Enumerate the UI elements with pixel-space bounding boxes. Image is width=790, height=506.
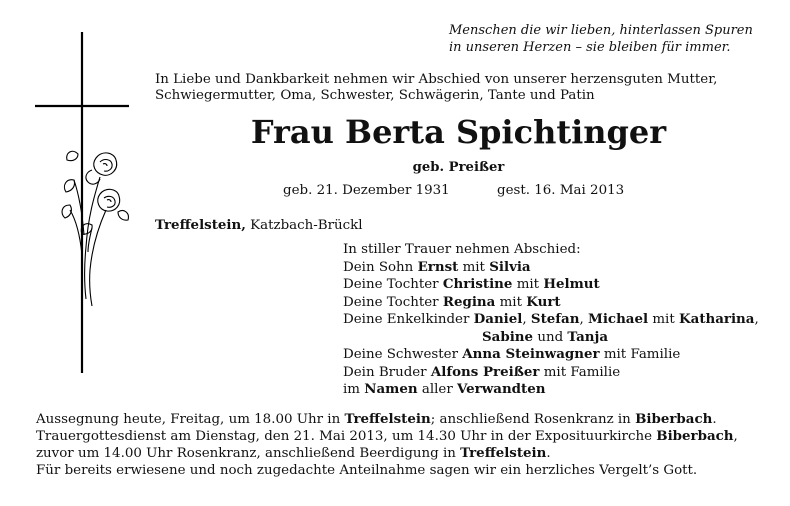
person-name: Anna Steinwagner xyxy=(462,346,600,362)
mourner-daughter-1 xyxy=(343,276,759,294)
deceased-name: Frau Berta Spichtinger xyxy=(250,113,667,151)
relatives-word: aller xyxy=(421,382,453,397)
person-name: Kurt xyxy=(526,293,561,310)
family-suffix: mit Familie xyxy=(543,364,621,380)
relation-label: Deine Tochter xyxy=(343,294,439,310)
intro-text xyxy=(155,72,717,104)
service-text: zuvor um 14.00 Uhr Rosenkranz, anschließend Beerdigung in xyxy=(36,446,456,461)
person-name: Christine xyxy=(442,276,513,292)
person-name: Regina xyxy=(442,293,496,310)
preposition: im xyxy=(343,382,360,397)
residence xyxy=(155,217,363,233)
service-text: ; anschließend Rosenkranz in xyxy=(430,412,631,427)
mourner-grandchildren-cont xyxy=(343,329,759,347)
service-text: Aussegnung heute, Freitag, um 18.00 Uhr in xyxy=(36,412,341,427)
punctuation: , xyxy=(754,312,759,327)
punctuation: , xyxy=(579,312,584,327)
service-text: Trauergottesdienst am Dienstag, den 21. Mai 2013, um 14.30 Uhr in der Exposituurkirche xyxy=(36,429,652,444)
mourners-heading: In stiller Trauer nehmen Abschied: xyxy=(343,242,581,257)
intro-line-1: In Liebe und Dankbarkeit nehmen wir Abschied von unserer herzensguten Mutter, xyxy=(155,72,718,87)
relatives-word: Namen xyxy=(364,381,418,397)
person-name: Ernst xyxy=(417,258,459,275)
conjunction: und xyxy=(537,329,564,345)
cross-with-roses-icon xyxy=(34,30,134,375)
service-line-1 xyxy=(36,411,738,428)
service-line-2 xyxy=(36,428,738,445)
conjunction: mit xyxy=(652,312,675,327)
place-name: Biberbach xyxy=(656,428,734,444)
motto-line-2: in unseren Herzen – sie bleiben für immer. xyxy=(449,40,731,55)
relatives-word: Verwandten xyxy=(457,381,546,397)
mourners-list xyxy=(343,241,759,399)
punctuation: , xyxy=(522,312,527,327)
service-details xyxy=(36,411,738,479)
place-name: Treffelstein xyxy=(460,445,547,461)
relation-label: Deine Enkelkinder xyxy=(343,312,470,327)
maiden-name: geb. Preißer xyxy=(412,160,505,175)
punctuation: , xyxy=(733,429,738,444)
mourner-sister xyxy=(343,346,759,364)
residence-district: Katzbach-Brückl xyxy=(250,218,363,233)
mourner-grandchildren xyxy=(343,311,759,329)
family-suffix: mit Familie xyxy=(603,347,681,362)
person-name: Daniel xyxy=(473,311,523,327)
place-name: Treffelstein xyxy=(344,411,431,427)
mourner-son xyxy=(343,259,759,277)
place-name: Biberbach xyxy=(635,411,713,427)
relation-label: Deine Tochter xyxy=(343,277,439,292)
service-line-4: Für bereits erwiesene und noch zugedachte Anteilnahme sagen wir ein herzliches Vergelt’s Gott. xyxy=(36,463,698,478)
conjunction: mit xyxy=(516,277,540,292)
punctuation: . xyxy=(712,412,717,427)
birth-date: geb. 21. Dezember 1931 xyxy=(283,183,450,198)
punctuation: . xyxy=(546,446,551,461)
motto-line-1: Menschen die wir lieben, hinterlassen Spuren xyxy=(449,23,753,38)
person-name: Helmut xyxy=(543,276,600,292)
person-name: Sabine xyxy=(482,328,534,345)
relation-label: Dein Sohn xyxy=(343,259,414,275)
mourner-brother xyxy=(343,364,759,382)
relation-label: Deine Schwester xyxy=(343,347,459,362)
residence-town: Treffelstein, xyxy=(155,217,246,233)
mourner-relatives xyxy=(343,381,759,399)
death-date: gest. 16. Mai 2013 xyxy=(497,183,625,198)
motto xyxy=(449,22,769,56)
conjunction: mit xyxy=(462,259,485,275)
person-name: Katharina xyxy=(679,311,755,327)
person-name: Stefan xyxy=(530,311,580,327)
person-name: Tanja xyxy=(567,328,609,345)
intro-line-2: Schwiegermutter, Oma, Schwester, Schwägerin, Tante und Patin xyxy=(155,88,595,103)
person-name: Silvia xyxy=(489,258,531,275)
conjunction: mit xyxy=(499,294,522,310)
mourner-daughter-2 xyxy=(343,294,759,312)
relation-label: Dein Bruder xyxy=(343,364,427,380)
service-line-3 xyxy=(36,445,738,462)
person-name: Michael xyxy=(588,311,649,327)
person-name: Alfons Preißer xyxy=(430,363,540,380)
